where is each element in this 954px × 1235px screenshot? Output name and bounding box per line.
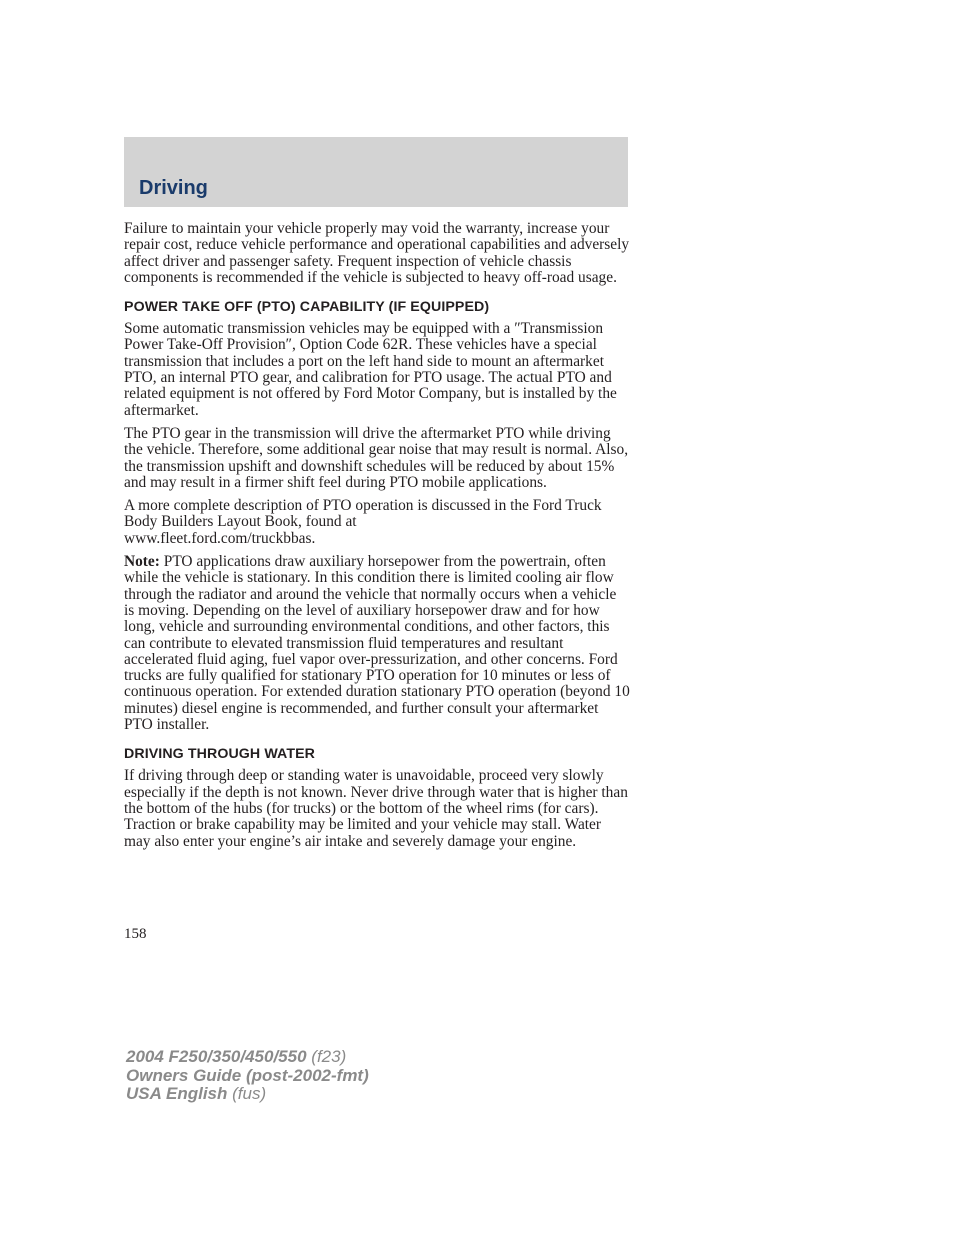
footer-model-code: (f23) — [306, 1047, 347, 1066]
intro-paragraph: Failure to maintain your vehicle properly may void the warranty, increase your repair cost, reduce vehicle performance and operational capabilities and adversely affect driver and passenger safety. Frequent inspection of vehicle chassis components is recommended if the vehicle is subjected to heavy off-road usage. — [124, 220, 630, 286]
pto-heading: POWER TAKE OFF (PTO) CAPABILITY (IF EQUIPPED) — [124, 299, 490, 316]
footer-model: 2004 F250/350/450/550 — [126, 1047, 307, 1066]
pto-paragraph-2: The PTO gear in the transmission will drive the aftermarket PTO while driving the vehicle. Therefore, some additional gear noise that may result is normal. Also, the transmission upshift and downshift schedules will be reduced by about 15% and may result in a firmer shift feel during PTO mobile applications. — [124, 424, 629, 491]
page-content — [124, 221, 630, 857]
footer-guide: Owners Guide (post-2002-fmt) — [126, 1065, 369, 1085]
page-number: 158 — [124, 926, 147, 942]
footer-line-1 — [126, 1048, 369, 1067]
water-heading: DRIVING THROUGH WATER — [124, 746, 315, 763]
pto-paragraph-3 — [124, 498, 630, 547]
footer-line-3 — [126, 1085, 369, 1104]
truck-body-builders-link[interactable]: www.fleet.ford.com/truckbbas. — [124, 529, 316, 547]
section-header — [124, 137, 628, 207]
footer-line-2 — [126, 1067, 369, 1086]
note-label: Note: — [124, 553, 160, 571]
pto-paragraph-3-text: A more complete description of PTO operation is discussed in the Ford Truck Body Builders Layout Book, found at — [124, 497, 602, 531]
note-text: PTO applications draw auxiliary horsepower from the powertrain, often while the vehicle is stationary. In this condition there is limited cooling air flow through the radiator and around the vehicle that normally occurs when a vehicle is moving. Depending on the level of auxiliary horsepower draw and for how long, vehicle and surrounding environmental conditions, and other factors, this can contribute to elevated transmission fluid temperatures and resultant accelerated fluid aging, fuel vapor over-pressurization, and other concerns. Ford trucks are fully qualified for stationary PTO operation for 10 minutes or less of continuous operation. For extended duration stationary PTO operation (beyond 10 minutes) diesel engine is recommended, and further consult your aftermarket PTO installer. — [124, 553, 630, 734]
water-paragraph: If driving through deep or standing water is unavoidable, proceed very slowly especially if the depth is not known. Never drive through water that is higher than the bottom of the hubs (for trucks) or the bottom of the wheel rims (for cars). Traction or brake capability may be limited and your vehicle may stall. Water may also enter your engine’s air intake and severely damage your engine. — [124, 767, 628, 850]
pto-paragraph-1: Some automatic transmission vehicles may be equipped with a ″Transmission Power Take-Off Provision″, Option Code 62R. These vehicles have a special transmission that includes a port on the left hand side to mount an aftermarket PTO, an internal PTO gear, and calibration for PTO usage. The actual PTO and related equipment is not offered by Ford Motor Company, but is installed by the aftermarket. — [124, 320, 617, 419]
pto-note — [124, 554, 630, 733]
document-footer — [126, 1048, 369, 1104]
footer-language-code: (fus) — [227, 1084, 267, 1103]
footer-language: USA English — [126, 1084, 228, 1103]
section-title: Driving — [139, 177, 208, 199]
